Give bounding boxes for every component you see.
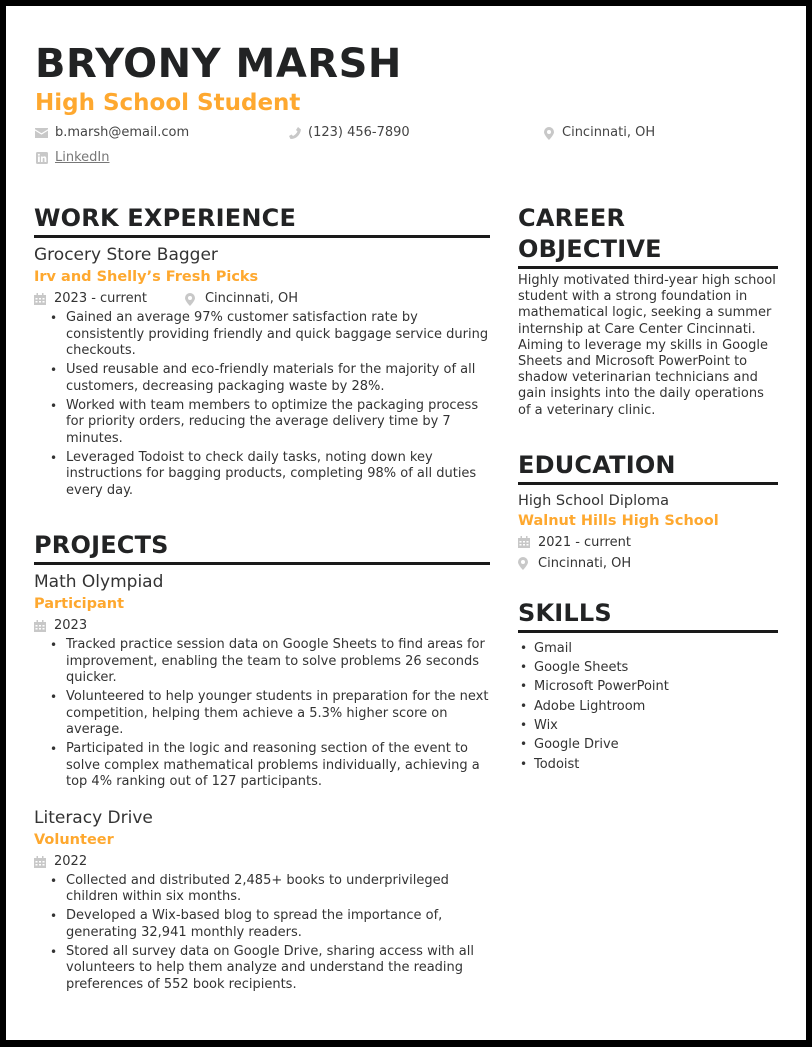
bullet: • Tracked practice session data on Google Sheets to find areas for improvement, enabling the team to solve problems 26 seconds quicker. [50, 637, 490, 687]
skill-item: • Wix [518, 716, 778, 735]
project-meta [34, 615, 490, 637]
heading-line-1: CAREER [518, 204, 626, 232]
project-dates: 2023 [54, 618, 88, 633]
skill-item: • Adobe Lightroom [518, 697, 778, 716]
career-objective-heading [518, 203, 778, 269]
career-objective-section [518, 203, 778, 419]
projects-heading: PROJECTS [34, 530, 490, 565]
calendar-icon [34, 620, 46, 632]
work-experience-heading: WORK EXPERIENCE [34, 203, 490, 238]
project-dates: 2022 [54, 853, 88, 869]
education-section [518, 450, 778, 574]
bullet: • Collected and distributed 2,485+ books to underprivileged children within six months. [50, 873, 490, 906]
job-meta [34, 288, 490, 310]
projects-section [34, 530, 490, 993]
map-pin-icon [185, 293, 197, 305]
map-pin-icon [518, 557, 530, 569]
degree: High School Diploma [518, 492, 669, 509]
project-meta [34, 851, 490, 873]
school: Walnut Hills High School [518, 512, 719, 529]
skill-item: • Google Drive [518, 735, 778, 754]
education-dates: 2021 - current [538, 534, 631, 550]
bullet: • Used reusable and eco-friendly materials for the majority of all customers, decreasing packaging waste by 28%. [50, 362, 490, 395]
project-bullets [50, 637, 490, 791]
project-role: Participant [34, 596, 125, 612]
calendar-icon [34, 293, 46, 305]
phone-icon [288, 127, 301, 140]
job-title: Grocery Store Bagger [34, 245, 218, 265]
contact-email [35, 124, 189, 142]
bullet: • Participated in the logic and reasoning section of the event to solve complex mathematical problems individually, achieving a top 4% ranking out of 127 participants. [50, 741, 490, 791]
candidate-name: BRYONY MARSH [35, 41, 402, 87]
bullet: • Worked with team members to optimize the packaging process for priority orders, reducing the average delivery time by 7 minutes. [50, 398, 490, 448]
skills-heading: SKILLS [518, 598, 778, 633]
linkedin-link[interactable]: LinkedIn [55, 150, 110, 165]
calendar-icon [34, 856, 46, 868]
calendar-icon [518, 536, 530, 548]
skills-list [518, 639, 778, 774]
project-bullets [50, 873, 490, 994]
job-dates: 2023 - current [54, 291, 147, 306]
heading-line-2: OBJECTIVE [518, 235, 662, 263]
envelope-icon [35, 127, 48, 140]
project-title: Literacy Drive [34, 807, 153, 828]
bullet: • Stored all survey data on Google Drive, sharing access with all volunteers to help them analyze and understand the reading preferences of 552 book recipients. [50, 944, 490, 994]
skill-item: • Gmail [518, 639, 778, 658]
left-column [34, 203, 490, 996]
resume-page [6, 6, 806, 1040]
work-entry [34, 244, 490, 499]
project-entry [34, 807, 490, 994]
bullet: • Leveraged Todoist to check daily tasks, noting down key instructions for bagging products, completing 98% of all duties every day. [50, 450, 490, 500]
education-heading: EDUCATION [518, 450, 778, 485]
skills-section [518, 598, 778, 774]
contact-phone [288, 124, 410, 142]
bullet: • Gained an average 97% customer satisfaction rate by consistently providing friendly and quick baggage service during checkouts. [50, 310, 490, 360]
map-pin-icon [542, 127, 555, 140]
bullet: • Volunteered to help younger students in preparation for the next competition, helping them achieve a 5.3% higher score on average. [50, 689, 490, 739]
location-text: Cincinnati, OH [562, 125, 656, 140]
skill-item: • Todoist [518, 755, 778, 774]
phone-text: (123) 456-7890 [308, 125, 410, 140]
education-location-row [518, 553, 778, 574]
project-entry [34, 571, 490, 791]
education-location: Cincinnati, OH [538, 555, 632, 571]
project-role: Volunteer [34, 831, 114, 848]
job-bullets [50, 310, 490, 499]
project-title: Math Olympiad [34, 572, 164, 592]
skill-item: • Microsoft PowerPoint [518, 677, 778, 696]
email-text: b.marsh@email.com [55, 125, 190, 140]
employer: Irv and Shelly’s Fresh Picks [34, 269, 259, 285]
contact-location [542, 124, 655, 142]
job-location: Cincinnati, OH [204, 291, 299, 306]
work-experience-section [34, 203, 490, 499]
objective-text: Highly motivated third-year high school student with a strong foundation in mathematical logic, seeking a summer internship at Care Center Cincinnati. Aiming to leverage my skills in Google Sheets and Microsoft PowerPoint to shadow veterinarian technicians and gain insights into the daily operations of a veterinary clinic. [518, 273, 776, 418]
contact-linkedin [35, 149, 109, 167]
education-dates-row [518, 532, 778, 553]
skill-item: • Google Sheets [518, 658, 778, 677]
linkedin-icon [35, 152, 48, 165]
right-column [518, 203, 778, 774]
bullet: • Developed a Wix-based blog to spread the importance of, generating 32,941 monthly readers. [50, 908, 490, 941]
candidate-title: High School Student [35, 90, 301, 116]
